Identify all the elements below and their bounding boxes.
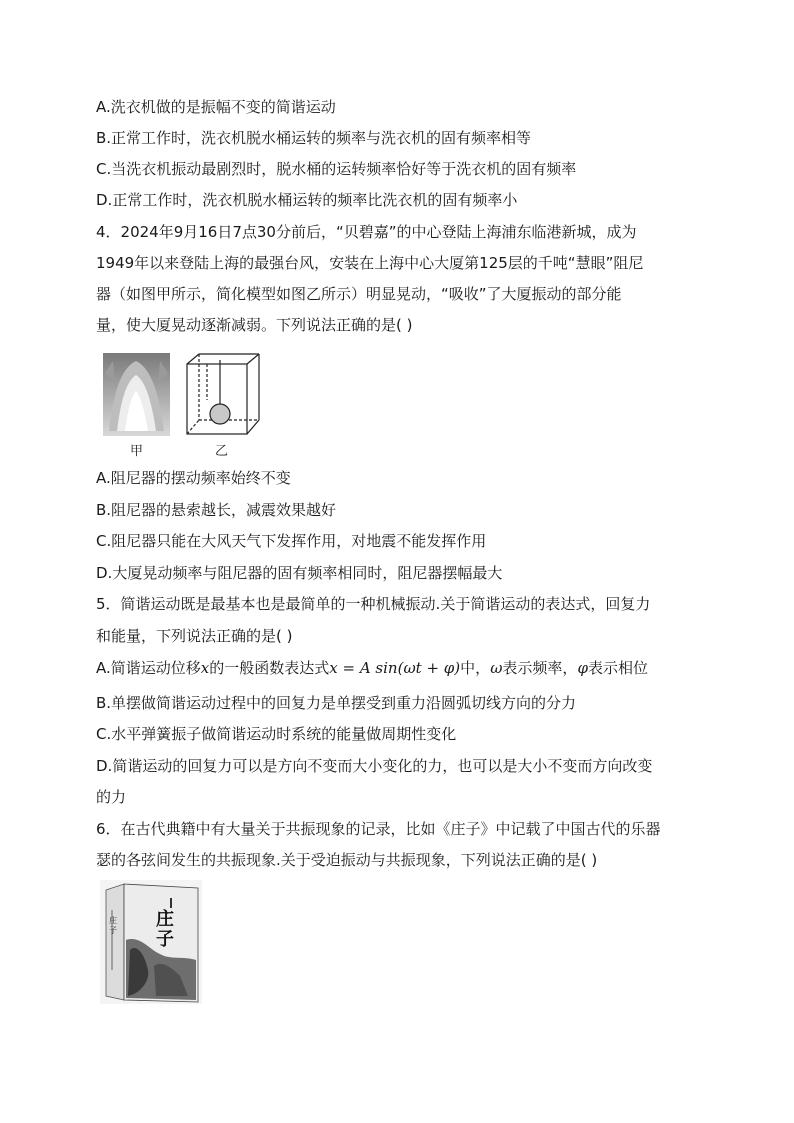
q4-stem-line-2: 1949年以来登陆上海的最强台风，安装在上海中心大厦第125层的千吨“慧眼”阻尼: [96, 254, 644, 272]
q5-option-d-line-1: D.简谐运动的回复力可以是方向不变而大小变化的力，也可以是大小不变而方向改变: [96, 757, 653, 775]
q4-stem-line-4: 量，使大厦晃动逐渐减弱。下列说法正确的是( ): [96, 316, 413, 334]
q4-option-d: D.大厦晃动频率与阻尼器的固有频率相同时，阻尼器摆幅最大: [96, 564, 503, 582]
q4-option-c: C.阻尼器只能在大风天气下发挥作用，对地震不能发挥作用: [96, 532, 487, 550]
damper-photo-jia: [103, 353, 170, 436]
q5-option-a-prefix: A.简谐运动位移: [96, 659, 201, 677]
q3-option-c: C.当洗衣机振动最剧烈时，脱水桶的运转频率恰好等于洗衣机的固有频率: [96, 160, 577, 178]
variable-x: x: [200, 659, 210, 677]
q3-option-d: D.正常工作时，洗衣机脱水桶运转的频率比洗衣机的固有频率小: [96, 191, 518, 209]
q5-option-a-mid2: 中，: [460, 659, 491, 677]
zhuangzi-book-image: [100, 880, 202, 1004]
q5-stem-line-2: 和能量，下列说法正确的是( ): [96, 627, 293, 645]
variable-omega: ω: [490, 659, 503, 677]
sho-formula: x = A sin(ωt + φ): [329, 659, 461, 677]
q3-option-b: B.正常工作时，洗衣机脱水桶运转的频率与洗衣机的固有频率相等: [96, 129, 532, 147]
q5-option-c: C.水平弹簧振子做简谐运动时系统的能量做周期性变化: [96, 725, 457, 743]
figure-caption-yi: 乙: [215, 444, 229, 459]
q5-option-a-mid: 的一般函数表达式: [209, 659, 330, 677]
q6-stem-line-1: 6．在古代典籍中有大量关于共振现象的记录，比如《庄子》中记载了中国古代的乐器: [96, 820, 661, 838]
q5-stem-line-1: 5．简谐运动既是最基本也是最简单的一种机械振动.关于简谐运动的表达式，回复力: [96, 595, 651, 613]
q4-stem-line-1: 4．2024年9月16日7点30分前后，“贝碧嘉”的中心登陆上海浦东临港新城，成为: [96, 223, 637, 241]
q6-stem-line-2: 瑟的各弦间发生的共振现象.关于受迫振动与共振现象，下列说法正确的是( ): [96, 851, 598, 869]
q5-option-d-line-2: 的力: [96, 788, 127, 806]
q5-option-a-end: 表示相位: [587, 659, 648, 677]
q5-option-a-mid3: 表示频率，: [502, 659, 578, 677]
variable-phi: φ: [577, 659, 588, 677]
q5-option-b: B.单摆做简谐运动过程中的回复力是单摆受到重力沿圆弧切线方向的分力: [96, 694, 577, 712]
q4-option-a: A.阻尼器的摆动频率始终不变: [96, 469, 291, 487]
q3-option-a: A.洗衣机做的是振幅不变的简谐运动: [96, 98, 336, 116]
figure-caption-jia: 甲: [130, 444, 144, 459]
book-cover-title: 庄子: [156, 909, 174, 950]
q4-stem-line-3: 器（如图甲所示，简化模型如图乙所示）明显晃动，“吸收”了大厦振动的部分能: [96, 285, 622, 303]
book-spine-title: 庄子: [109, 916, 117, 935]
q5-option-a: [96, 657, 648, 679]
damper-model-yi: [183, 350, 263, 440]
q4-option-b: B.阻尼器的悬索越长，减震效果越好: [96, 501, 337, 519]
